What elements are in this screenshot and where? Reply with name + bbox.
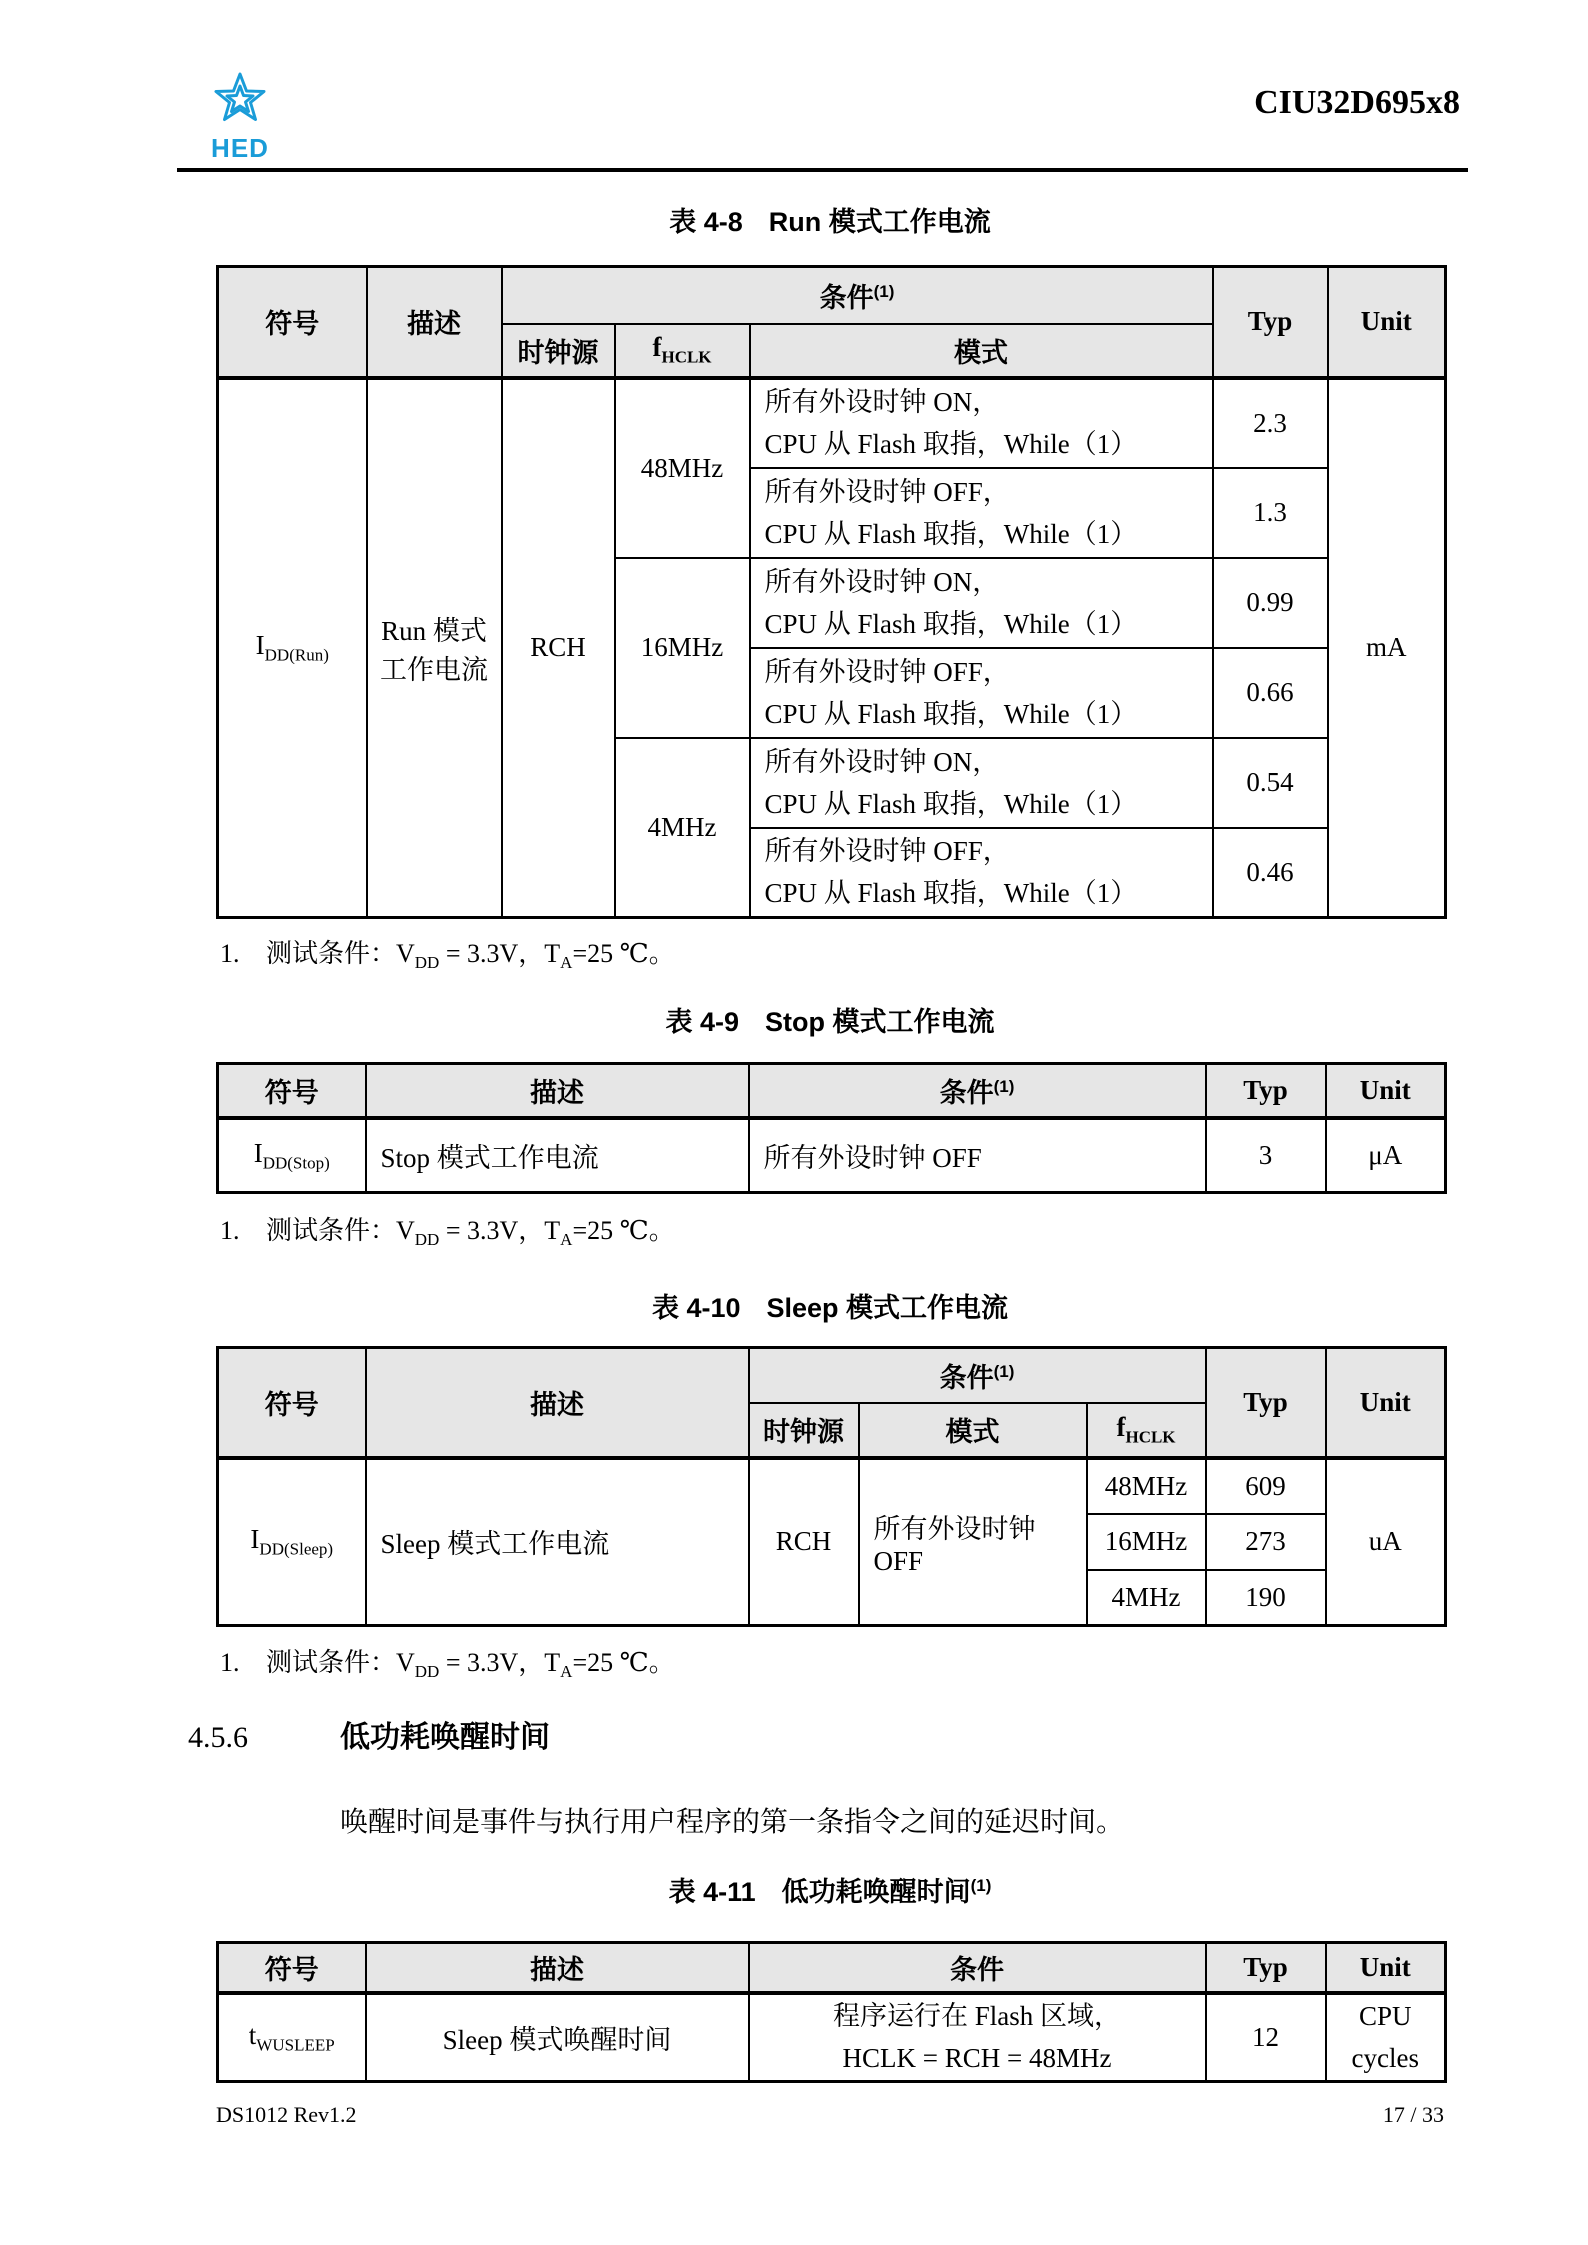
col-header-condition [502,267,1213,324]
mode-line: 所有外设时钟 OFF， [764,836,1010,867]
condition-label: 条件 [819,282,874,313]
cell-condition: 所有外设时钟 OFF [749,1118,1206,1193]
table-run-mode-current [216,265,1447,919]
footnote-number: 1. [220,1648,240,1677]
col-header-desc: 描述 [367,267,502,378]
footnote-part: = 3.3V，T [439,1216,561,1245]
footnote-sub: DD [414,953,440,973]
caption-number: 表 4-8 [669,207,743,237]
table-row [218,1348,1446,1403]
cell-mode [750,738,1213,828]
cell-mode [750,648,1213,738]
caption-number: 表 4-9 [665,1007,740,1037]
col-header-unit: Unit [1326,1348,1446,1458]
cell-mode [750,378,1213,468]
section-number: 4.5.6 [188,1721,248,1754]
table-row [218,1458,1446,1514]
symbol-sub: DD(Run) [264,645,329,665]
cell-unit: μA [1326,1118,1446,1193]
table411-caption [216,1870,1444,1909]
cell-freq: 16MHz [1087,1514,1206,1570]
footnote-part: 测试条件：V [266,939,415,968]
footnote-ref: (1) [993,1076,1015,1096]
col-header-symbol: 符号 [218,267,367,378]
footnote-sub: A [560,1662,573,1682]
table411-wrap [216,1941,1444,2083]
table-row [218,1993,1446,2082]
footnote-part: = 3.3V，T [439,1648,561,1677]
col-header-symbol: 符号 [218,1348,366,1458]
mode-line: 所有外设时钟 ON， [764,746,1000,777]
cell-typ: 0.99 [1213,558,1328,648]
cell-mode [750,558,1213,648]
cell-mode [750,828,1213,918]
caption-text: 低功耗唤醒时间 [781,1877,971,1907]
caption-number: 表 4-11 [668,1877,756,1907]
fhclk-base: f [652,332,662,363]
logo-text: HED [211,133,269,163]
cell-freq: 48MHz [615,378,750,558]
fhclk-base: f [1116,1411,1126,1442]
footnote-part: 测试条件：V [266,1216,415,1245]
col-header-symbol: 符号 [218,1064,366,1118]
col-header-unit: Unit [1326,1943,1446,1993]
fhclk-sub: HCLK [1125,1427,1176,1447]
col-header-unit: Unit [1326,1064,1446,1118]
cell-typ: 1.3 [1213,468,1328,558]
cell-desc: Stop 模式工作电流 [366,1118,749,1193]
cell-desc: Sleep 模式唤醒时间 [366,1993,749,2082]
cell-mode: 所有外设时钟 OFF [859,1458,1087,1626]
caption-text: Run 模式工作电流 [768,207,991,237]
company-logo [205,72,275,161]
mode-line: CPU 从 Flash 取指，While（1） [764,429,1138,459]
symbol-base: I [253,1137,263,1168]
caption-text: Stop 模式工作电流 [765,1007,995,1037]
cell-clock-source: RCH [502,378,615,918]
symbol-sub: DD(Sleep) [259,1539,334,1559]
cell-condition [749,1993,1206,2082]
col-header-condition: 条件 [749,1943,1206,1993]
footnote-part: =25 ℃。 [572,939,675,968]
col-header-clock-source: 时钟源 [502,324,615,378]
footnote-part: =25 ℃。 [572,1648,675,1677]
cell-typ: 0.54 [1213,738,1328,828]
table49-wrap [216,1062,1444,1194]
col-header-mode: 模式 [750,324,1213,378]
footnote-part: = 3.3V，T [439,939,561,968]
document-title: CIU32D695x8 [1254,84,1460,121]
symbol-base: t [248,2019,257,2050]
cell-clock-source: RCH [749,1458,859,1626]
col-header-unit: Unit [1328,267,1446,378]
table-row [218,378,1446,468]
col-header-desc: 描述 [366,1943,749,1993]
footer-doc-rev: DS1012 Rev1.2 [216,2102,357,2127]
col-header-typ: Typ [1206,1348,1326,1458]
table-row [218,1943,1446,1993]
footnote [220,1210,1444,1250]
fhclk-sub: HCLK [661,347,712,367]
cell-typ: 3 [1206,1118,1326,1193]
mode-line: CPU 从 Flash 取指，While（1） [764,878,1138,909]
footnote-sub: A [560,953,573,973]
condition-label: 条件 [939,1077,994,1108]
footer-page-number: 17 / 33 [1382,2102,1444,2127]
body-paragraph: 唤醒时间是事件与执行用户程序的第一条指令之间的延迟时间。 [340,1807,1125,1838]
footnote-part: 测试条件：V [266,1648,415,1677]
cell-typ: 12 [1206,1993,1326,2082]
footnote-sub: DD [414,1230,440,1250]
table-stop-mode-current [216,1062,1447,1194]
cell-freq: 4MHz [1087,1570,1206,1626]
cell-symbol [218,1118,366,1193]
footnote-sub: A [560,1230,573,1250]
cell-typ: 273 [1206,1514,1326,1570]
table-row [218,1064,1446,1118]
cell-typ: 190 [1206,1570,1326,1626]
mode-line: CPU 从 Flash 取指，While（1） [764,518,1138,549]
footnote-number: 1. [220,939,240,968]
cell-mode [750,468,1213,558]
cell-freq: 48MHz [1087,1458,1206,1514]
footnote-ref: (1) [970,1876,992,1895]
col-header-symbol: 符号 [218,1943,366,1993]
col-header-typ: Typ [1213,267,1328,378]
cell-unit: mA [1328,378,1446,918]
col-header-desc: 描述 [366,1348,749,1458]
header-rule [177,168,1468,172]
table-row [218,267,1446,324]
mode-line: 所有外设时钟 OFF， [764,476,1010,507]
cell-freq: 16MHz [615,558,750,738]
table49-caption [216,1000,1444,1039]
condition-line: HCLK = RCH = 48MHz [842,2043,1112,2074]
cell-desc: Run 模式工作电流 [367,378,502,918]
col-header-mode: 模式 [859,1403,1087,1458]
caption-text: Sleep 模式工作电流 [766,1293,1009,1323]
cell-typ: 609 [1206,1458,1326,1514]
symbol-base: I [250,1524,260,1555]
cell-symbol [218,1458,366,1626]
col-header-typ: Typ [1206,1064,1326,1118]
cell-unit: uA [1326,1458,1446,1626]
footnote-number: 1. [220,1216,240,1245]
cell-freq: 4MHz [615,738,750,918]
cell-typ: 0.46 [1213,828,1328,918]
cell-symbol [218,1993,366,2082]
symbol-base: I [255,630,265,661]
mode-line: 所有外设时钟 ON， [764,387,1000,417]
unit-line: cycles [1351,2043,1419,2074]
mode-line: 所有外设时钟 ON， [764,566,1000,597]
mode-line: CPU 从 Flash 取指，While（1） [764,788,1138,819]
footnote-ref: (1) [993,1361,1015,1381]
footnote-text [266,939,675,973]
footnote-part: =25 ℃。 [572,1216,675,1245]
cell-symbol [218,378,367,918]
col-header-typ: Typ [1206,1943,1326,1993]
cell-typ: 2.3 [1213,378,1328,468]
table-wakeup-time [216,1941,1447,2083]
mode-line: CPU 从 Flash 取指，While（1） [764,608,1138,639]
col-header-desc: 描述 [366,1064,749,1118]
table410-caption [216,1286,1444,1325]
table-sleep-mode-current [216,1346,1447,1627]
mode-line: 所有外设时钟 OFF， [764,656,1010,687]
footnote [220,933,1444,973]
mode-line: CPU 从 Flash 取指，While（1） [764,698,1138,729]
footnote-ref: (1) [873,281,895,301]
table-row [218,1118,1446,1193]
footnote-sub: DD [414,1662,440,1682]
cell-typ: 0.66 [1213,648,1328,738]
footnote-text [266,1648,675,1682]
footnote [220,1642,1444,1682]
condition-line: 程序运行在 Flash 区域， [832,2001,1121,2032]
symbol-sub: DD(Stop) [262,1152,330,1172]
table410-wrap [216,1346,1444,1627]
condition-label: 条件 [939,1362,994,1393]
caption-number: 表 4-10 [651,1293,741,1323]
symbol-sub: WUSLEEP [256,2034,335,2054]
cell-desc: Sleep 模式工作电流 [366,1458,749,1626]
section-heading [188,1712,550,1756]
section-title: 低功耗唤醒时间 [340,1721,550,1754]
col-header-condition [749,1064,1206,1118]
star-snowflake-icon [212,72,268,130]
col-header-fhclk [615,324,750,378]
col-header-clock-source: 时钟源 [749,1403,859,1458]
col-header-condition [749,1348,1206,1403]
table48-caption [216,200,1444,239]
footnote-text [266,1216,675,1250]
col-header-fhclk [1087,1403,1206,1458]
page-footer [216,2102,1444,2128]
unit-line: CPU [1358,2001,1412,2032]
cell-unit [1326,1993,1446,2082]
table48-wrap [216,265,1444,919]
